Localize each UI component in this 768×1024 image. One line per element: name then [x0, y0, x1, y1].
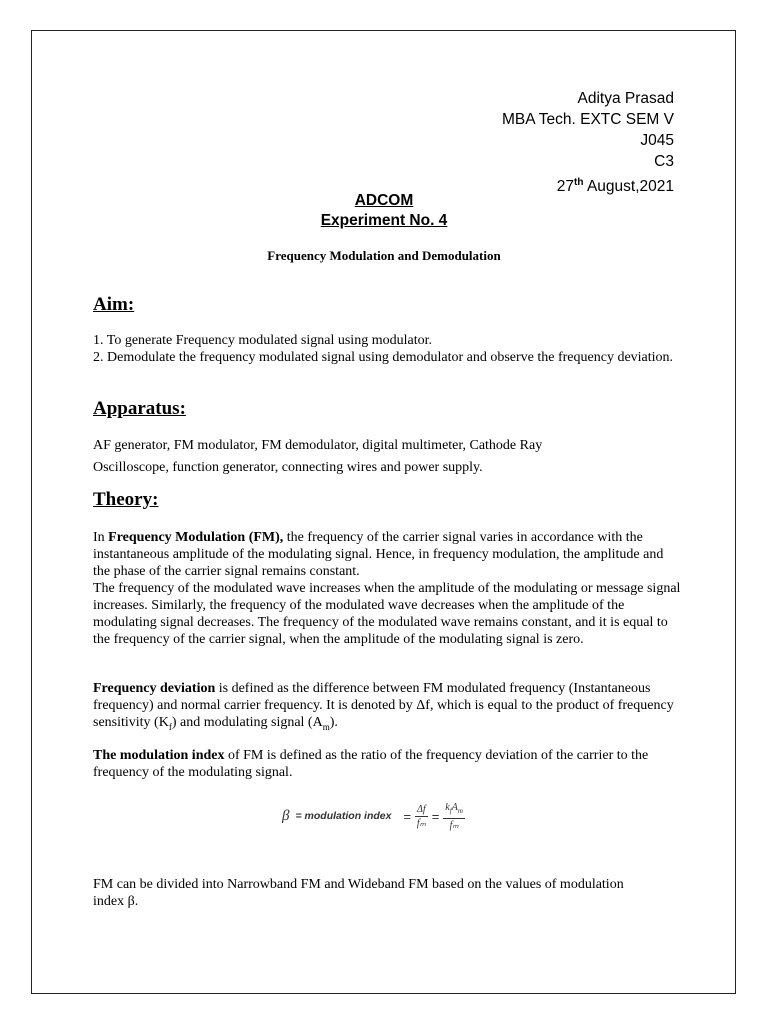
author-roll: J045	[640, 132, 674, 149]
experiment-number	[0, 212, 768, 230]
date-rest: August,2021	[583, 178, 674, 196]
deviation-bold: Frequency deviation	[93, 681, 216, 696]
fraction-2-numerator	[443, 802, 465, 819]
theory-heading: Theory:	[93, 489, 159, 510]
apparatus-heading: Apparatus:	[93, 398, 186, 419]
aim-item-2: 2. Demodulate the frequency modulated signal using demodulator and observe the frequency deviation.	[93, 350, 674, 365]
course-title	[0, 192, 768, 210]
theory-p1-bold: Frequency Modulation (FM),	[108, 530, 284, 545]
author-batch: C3	[654, 153, 674, 170]
author-program: MBA Tech. EXTC SEM V	[502, 111, 674, 128]
frac2-a-sub: m	[457, 806, 463, 815]
formula-fraction-1	[415, 804, 428, 829]
theory-p1-rest: the frequency of the carrier signal varies in accordance with the instantaneous amplitude of the modulating signal. Hence, in frequency modulation, the amplitude and the phase of the carrier signal remains constant.	[93, 530, 664, 579]
modulation-index-rest: of FM is defined as the ratio of the frequency deviation of the carrier to the frequency of the modulating signal.	[93, 748, 649, 780]
author-block	[502, 88, 674, 197]
deviation-end: ).	[329, 715, 338, 730]
formula-equals-1: =	[403, 808, 412, 824]
frac2-k: k	[445, 801, 450, 813]
fraction-1-numerator: Δf	[417, 803, 426, 815]
fraction-1-denominator: fₘ	[416, 817, 426, 829]
aim-list	[93, 332, 683, 366]
modulation-index-paragraph	[93, 747, 683, 781]
date-suffix: th	[574, 177, 584, 188]
aim-heading: Aim:	[93, 294, 135, 315]
formula-fraction-2	[443, 802, 465, 831]
deviation-text	[93, 680, 683, 736]
author-name: Aditya Prasad	[577, 90, 674, 107]
course-title-text: ADCOM	[354, 192, 414, 209]
apparatus-text: AF generator, FM modulator, FM demodulator, digital multimeter, Cathode Ray Oscilloscope, function generator, connecting wires and power supply.	[93, 438, 543, 475]
modulation-index-text	[93, 747, 683, 781]
theory-para-1	[93, 529, 683, 580]
formula-label: = modulation index	[295, 810, 392, 822]
frac2-a: A	[451, 801, 458, 813]
frequency-deviation-paragraph	[93, 680, 683, 736]
modulation-index-bold: The modulation index	[93, 748, 225, 763]
aim-item-1: 1. To generate Frequency modulated signal using modulator.	[93, 333, 432, 348]
formula-beta: β	[282, 807, 290, 824]
frac2-k-sub: f	[449, 806, 452, 815]
deviation-sub-f: f	[168, 721, 172, 732]
deviation-rest: is defined as the difference between FM modulated frequency (Instantaneous frequency) and normal carrier frequency. It is denoted by Δf, which is equal to the product of frequency sensitivity (K	[93, 681, 674, 730]
theory-para-2: The frequency of the modulated wave increases when the amplitude of the modulating or message signal increases. Similarly, the frequency of the modulated wave decreases when the amplitude of the modulating signal decreases. The frequency of the modulated wave remains constant, and it is equal to the frequency of the carrier signal, when the amplitude of the modulating signal is zero.	[93, 581, 681, 647]
date-day: 27	[556, 178, 575, 196]
fraction-2-denominator: fₘ	[449, 819, 459, 831]
deviation-mid: ) and modulating signal (A	[171, 715, 323, 730]
experiment-title: Frequency Modulation and Demodulation	[267, 248, 501, 263]
experiment-number-text: Experiment No. 4	[320, 212, 448, 229]
deviation-sub-m: m	[322, 721, 330, 732]
theory-paragraph-1	[93, 529, 683, 648]
theory-p1-pre: In	[93, 530, 109, 545]
formula-equals-2: =	[431, 808, 440, 824]
modulation-index-formula	[282, 800, 465, 832]
fm-types-paragraph: FM can be divided into Narrowband FM and Wideband FM based on the values of modulation index β.	[93, 877, 624, 909]
